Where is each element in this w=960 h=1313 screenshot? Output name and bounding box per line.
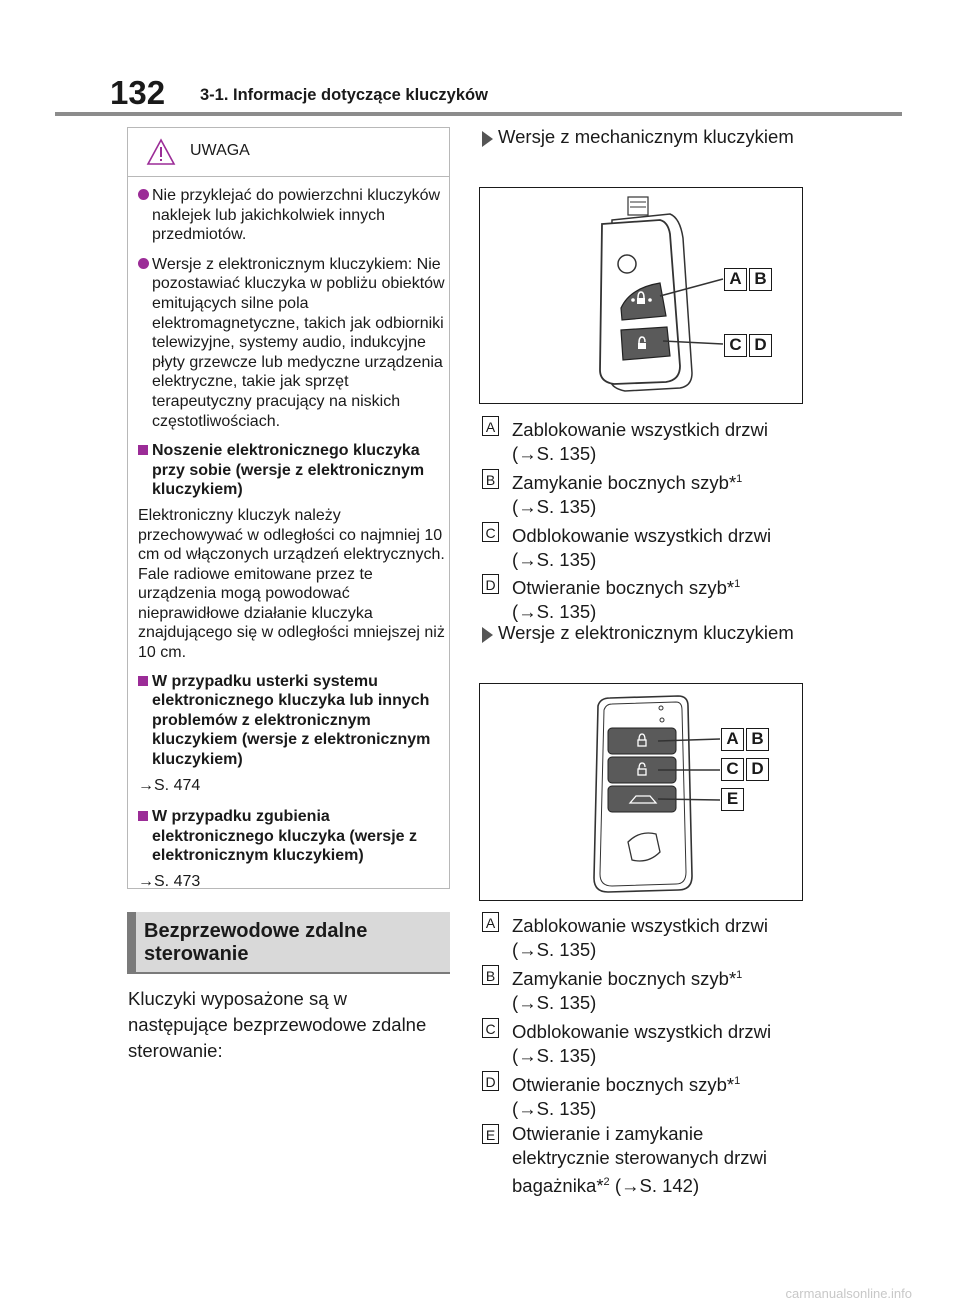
item-label: C	[482, 522, 499, 542]
page-reference[interactable]: (→S. 135)	[512, 992, 597, 1014]
page-reference[interactable]: (→S. 135)	[512, 1098, 597, 1120]
page-reference[interactable]: →S. 474	[138, 776, 201, 794]
callout-a: A	[724, 268, 747, 291]
item-label: D	[482, 1071, 499, 1091]
callout-c: C	[721, 758, 744, 781]
callout-b: B	[746, 728, 769, 751]
bullet-dot-icon	[138, 189, 149, 200]
item-label: C	[482, 1018, 499, 1038]
warning-bullet: Wersje z elektronicznym kluczykiem: Nie pozostawiać kluczyka w pobliżu obiektów emitujących silne pola elektromagnetyczne, takich jak odbiorniki telewizyjne, systemy audio, indukcyjne płyty grzewcze lub medyczne urządzenia elektryczne, takie jak sprzęt terapeutyczny pracujący na niskich częstotliwościach.	[138, 255, 448, 431]
page-number: 132	[110, 74, 166, 111]
callout-e: E	[721, 788, 744, 811]
warning-bullet: Nie przyklejać do powierzchni kluczyków naklejek lub jakichkolwiek innych przedmiotów.	[138, 186, 448, 245]
warning-box	[127, 127, 450, 889]
page-reference[interactable]: (→S. 142)	[614, 1175, 700, 1197]
list-item: A Zablokowanie wszystkich drzwi (→S. 135)	[482, 414, 812, 466]
item-label: A	[482, 912, 499, 932]
subheading: Noszenie elektronicznego kluczyka przy sobie (wersje z elektronicznym kluczykiem)	[138, 441, 448, 500]
warning-triangle-icon	[146, 138, 176, 166]
electronic-heading: Wersje z elektronicznym kluczykiem	[498, 622, 794, 643]
section-heading: Bezprzewodowe zdalne sterowanie	[127, 912, 450, 974]
callout-c: C	[724, 334, 747, 357]
triangle-bullet-icon	[482, 131, 493, 147]
warning-header	[128, 128, 449, 177]
callout-a: A	[721, 728, 744, 751]
triangle-bullet-icon	[482, 627, 493, 643]
item-label: A	[482, 416, 499, 436]
section-intro: Kluczyki wyposażone są w następujące bezprzewodowe zdalne sterowanie:	[128, 988, 427, 1061]
electronic-key-figure	[479, 683, 803, 901]
mechanical-heading: Wersje z mechanicznym kluczykiem	[498, 126, 794, 147]
item-label: B	[482, 965, 499, 985]
chapter-title: 3-1. Informacje dotyczące kluczyków	[200, 86, 488, 104]
callout-d: D	[749, 334, 772, 357]
square-bullet-icon	[138, 676, 148, 686]
list-item: B Zamykanie bocznych szyb*$^1$ (→S. 135)	[482, 467, 812, 519]
page-reference[interactable]: (→S. 135)	[512, 601, 597, 623]
item-label: D	[482, 574, 499, 594]
item-label: E	[482, 1124, 499, 1144]
page-reference[interactable]: (→S. 135)	[512, 939, 597, 961]
list-item: B Zamykanie bocznych szyb*$^1$ (→S. 135)	[482, 963, 812, 1015]
subheading: W przypadku usterki systemu elektronicznego kluczyka lub innych problemów z elektronicznym kluczykiem (wersje z elektronicznym kluczykiem)	[138, 672, 448, 770]
callout-b: B	[749, 268, 772, 291]
item-label: B	[482, 469, 499, 489]
mechanical-key-illustration	[480, 188, 802, 403]
page-reference[interactable]: (→S. 135)	[512, 443, 597, 465]
bullet-dot-icon	[138, 258, 149, 269]
square-bullet-icon	[138, 445, 148, 455]
subheading: W przypadku zgubienia elektronicznego kluczyka (wersje z elektronicznym kluczykiem)	[138, 807, 448, 866]
list-item: A Zablokowanie wszystkich drzwi (→S. 135)	[482, 910, 812, 962]
warning-title: UWAGA	[190, 142, 250, 159]
section-bar	[127, 912, 136, 972]
list-item: E Otwieranie i zamykanie elektrycznie sterowanych drzwi bagażnika*$^2$ (→S. 142)	[482, 1122, 782, 1198]
list-item: C Odblokowanie wszystkich drzwi (→S. 135)	[482, 1016, 812, 1068]
list-item: C Odblokowanie wszystkich drzwi (→S. 135)	[482, 520, 812, 572]
header-rule	[55, 112, 902, 116]
list-item: D Otwieranie bocznych szyb*$^1$ (→S. 135)	[482, 1069, 812, 1121]
electronic-key-illustration	[480, 684, 802, 900]
page-reference[interactable]: (→S. 135)	[512, 549, 597, 571]
page-reference[interactable]: (→S. 135)	[512, 1045, 597, 1067]
page-reference[interactable]: (→S. 135)	[512, 496, 597, 518]
callout-d: D	[746, 758, 769, 781]
footer-watermark: carmanualsonline.info	[785, 1286, 912, 1301]
square-bullet-icon	[138, 811, 148, 821]
list-item: D Otwieranie bocznych szyb*$^1$ (→S. 135)	[482, 572, 812, 624]
warning-paragraph: Elektroniczny kluczyk należy przechowywać w odległości co najmniej 10 cm od włączonych urządzeń elektrycznych. Fale radiowe emitowane przez te urządzenia mogą powodować nieprawidłowe działanie kluczyka znajdującego się w odległości mniejszej niż 10 cm.	[138, 506, 445, 662]
mechanical-key-figure	[479, 187, 803, 404]
page-reference[interactable]: →S. 473	[138, 873, 201, 890]
